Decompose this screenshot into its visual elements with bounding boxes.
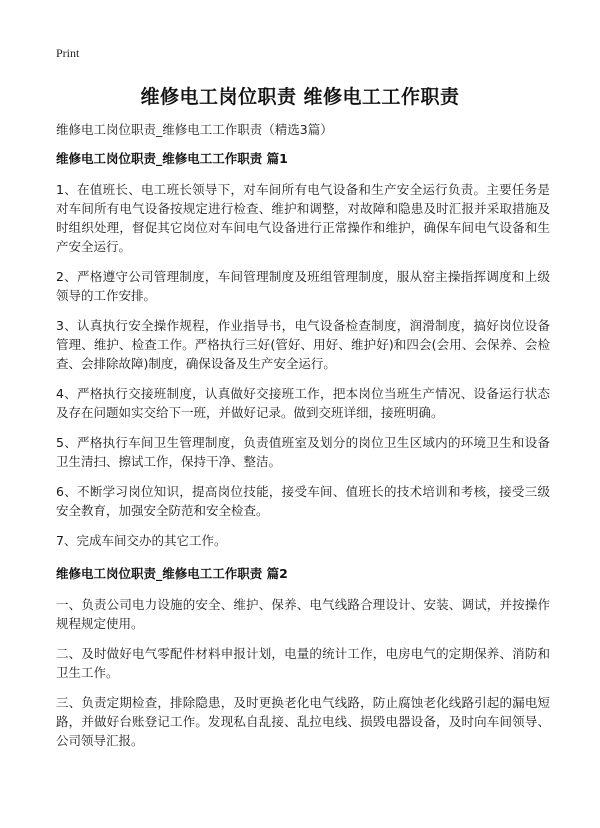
- page-title: 维修电工岗位职责 维修电工工作职责: [140, 86, 460, 108]
- paragraph: 二、及时做好电气零配件材料申报计划，电量的统计工作，电房电气的定期保养、消防和卫生工作。: [56, 646, 550, 680]
- paragraph: 2、严格遵守公司管理制度，车间管理制度及班组管理制度，服从窑主操指挥调度和上级领导的工作安排。: [56, 269, 550, 303]
- paragraph: 6、不断学习岗位知识，提高岗位技能，接受车间、值班长的技术培训和考核，接受三级安全教育，加强安全防范和安全检查。: [56, 484, 550, 518]
- document-content: [56, 150, 550, 761]
- paragraph: 7、完成车间交办的其它工作。: [56, 533, 227, 548]
- print-label: Print: [56, 46, 80, 60]
- paragraph: 4、严格执行交接班制度，认真做好交接班工作，把本岗位当班生产情况、设备运行状态及存在问题如实交给下一班，并做好记录。做到交班详细，接班明确。: [56, 386, 550, 420]
- section-heading: 维修电工岗位职责_维修电工工作职责 篇2: [56, 566, 288, 581]
- section-2: [56, 565, 550, 750]
- paragraph: 三、负责定期检查，排除隐患，及时更换老化电气线路，防止腐蚀老化线路引起的漏电短路，并做好台账登记工作。发现私自乱接、乱拉电线、损毁电器设备，及时向车间领导、公司领导汇报。: [56, 695, 550, 748]
- paragraph: 3、认真执行安全操作规程，作业指导书，电气设备检查制度，润滑制度，搞好岗位设备管理、维护、检查工作。严格执行三好(管好、用好、维护好)和四会(会用、会保养、会检查、会排除故障)制度，确保设备及生产安全运行。: [56, 318, 550, 371]
- paragraph: 5、严格执行车间卫生管理制度，负责值班室及划分的岗位卫生区域内的环境卫生和设备卫生清扫、擦试工作，保持干净、整洁。: [56, 435, 550, 469]
- page-subtitle: 维修电工岗位职责_维修电工工作职责（精选3篇）: [56, 122, 333, 137]
- section-1: [56, 150, 550, 550]
- section-heading: 维修电工岗位职责_维修电工工作职责 篇1: [56, 151, 288, 166]
- paragraph: 一、负责公司电力设施的安全、维护、保养、电气线路合理设计、安装、调试，并按操作规程规定使用。: [56, 597, 550, 631]
- paragraph: 1、在值班长、电工班长领导下，对车间所有电气设备和生产安全运行负责。主要任务是对车间所有电气设备按规定进行检查、维护和调整，对故障和隐患及时汇报并采取措施及时组织处理，督促其它岗位对车间电气设备进行正常操作和维护，确保车间电气设备和生产安全运行。: [56, 182, 550, 254]
